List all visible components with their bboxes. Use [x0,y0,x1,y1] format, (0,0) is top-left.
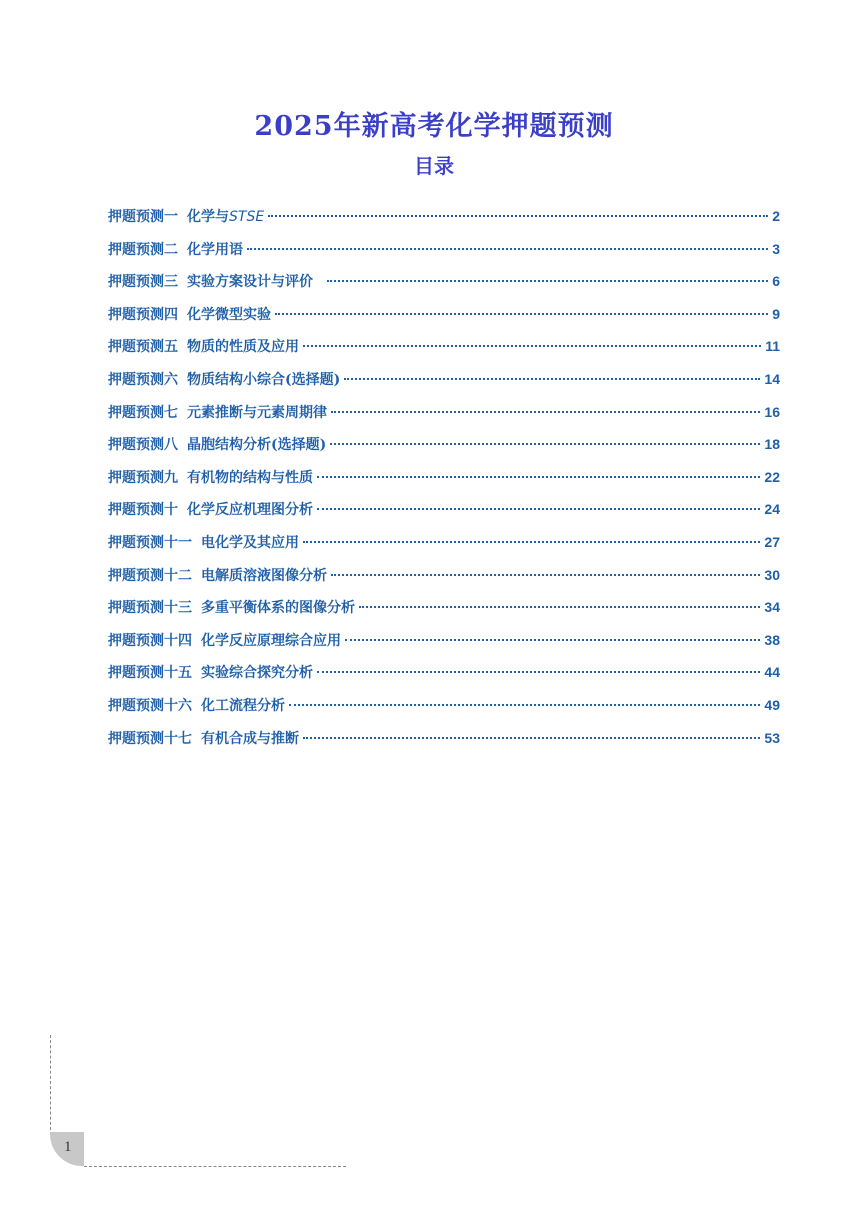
toc-entry-label: 押题预测十四 [108,632,192,649]
toc-entry-label: 押题预测十六 [108,697,192,714]
dot-leader [344,378,760,380]
dot-leader [247,248,768,250]
dot-leader [327,280,768,282]
toc-entry-label: 押题预测十 [108,502,178,519]
toc-entry[interactable] [108,630,780,663]
toc-entry-label: 押题预测十七 [108,730,192,747]
toc-entry[interactable] [108,206,780,239]
dot-leader [268,215,768,217]
toc-entry-label: 押题预测二 [108,241,178,258]
document-title: 2025年新高考化学押题预测 [254,111,614,142]
dot-leader [331,411,760,413]
toc-entry-title: 物质结构小综合(选择题) [187,371,341,388]
toc-entry-title: 化学用语 [187,241,243,258]
dot-leader [345,639,760,641]
toc-entry[interactable] [108,239,780,272]
toc-entry[interactable] [108,271,780,304]
dot-leader [317,508,760,510]
toc-entry-label: 押题预测三 [108,274,178,291]
toc-entry-page: 9 [772,305,780,322]
toc-entry-page: 53 [764,729,780,746]
toc-entry[interactable] [108,434,780,467]
toc-entry-page: 49 [764,696,780,713]
toc-entry-page: 24 [764,501,780,518]
toc-entry-label: 押题预测八 [108,437,178,454]
toc-entry-label: 押题预测十五 [108,665,192,682]
toc-entry-title: 化工流程分析 [201,697,285,714]
toc-entry-title: 化学反应原理综合应用 [201,632,341,649]
toc-entry[interactable] [108,695,780,728]
toc-entry-title: 化学与STSE [187,209,265,225]
toc-entry-label: 押题预测十一 [108,534,192,551]
toc-entry-title: 实验综合探究分析 [201,665,313,682]
toc-entry-label: 押题预测七 [108,404,178,421]
toc-entry-title: 电解质溶液图像分析 [201,567,327,584]
toc-entry-title-latin: STSE [229,209,265,225]
toc-entry-title: 化学微型实验 [187,306,271,323]
toc-entry[interactable] [108,467,780,500]
toc-entry-title: 晶胞结构分析(选择题) [187,437,327,454]
toc-entry-title: 有机合成与推断 [201,730,299,747]
toc-entry-label: 押题预测九 [108,469,178,486]
toc-entry-page: 44 [764,664,780,681]
toc-entry-page: 14 [764,370,780,387]
toc-entry-page: 30 [764,566,780,583]
toc-entry[interactable] [108,728,780,761]
toc-entry-title: 实验方案设计与评价 [187,274,313,291]
toc-entry-page: 22 [764,468,780,485]
toc-entry-page: 11 [765,338,780,355]
toc-entry-title: 有机物的结构与性质 [187,469,313,486]
toc-entry-label: 押题预测五 [108,339,178,356]
toc-entry[interactable] [108,499,780,532]
toc-entry-label: 押题预测十二 [108,567,192,584]
dot-leader [303,541,760,543]
toc-entry-page: 16 [764,403,780,420]
toc-entry-title: 化学反应机理图分析 [187,502,313,519]
dot-leader [275,313,768,315]
dot-leader [289,704,760,706]
toc-entry-title: 物质的性质及应用 [187,339,299,356]
toc-heading: 目录 [414,154,454,178]
toc-entry-title: 电化学及其应用 [201,534,299,551]
dot-leader [359,606,760,608]
toc-entry-label: 押题预测六 [108,371,178,388]
toc-entry-page: 2 [772,208,780,224]
toc-entry-page: 27 [764,533,780,550]
toc-entry-page: 3 [772,240,780,257]
dot-leader [317,476,760,478]
toc-entry-page: 34 [764,599,780,616]
toc-entry[interactable] [108,597,780,630]
margin-dashed-line-horizontal [84,1166,346,1167]
table-of-contents [108,206,780,760]
toc-entry-title: 多重平衡体系的图像分析 [201,600,355,617]
dot-leader [330,443,760,445]
dot-leader [331,574,760,576]
toc-entry[interactable] [108,402,780,435]
toc-entry-label: 押题预测四 [108,306,178,323]
toc-entry[interactable] [108,662,780,695]
toc-entry[interactable] [108,304,780,337]
toc-entry-page: 6 [772,273,780,290]
toc-entry[interactable] [108,565,780,598]
dot-leader [303,345,761,347]
toc-entry-title: 元素推断与元素周期律 [187,404,327,421]
page-number: 1 [64,1139,72,1155]
toc-entry-label: 押题预测十三 [108,600,192,617]
toc-entry-page: 18 [764,436,780,453]
dot-leader [317,671,760,673]
margin-dashed-line-vertical [50,1035,51,1130]
toc-entry-label: 押题预测一 [108,209,178,225]
toc-entry-page: 38 [764,631,780,648]
toc-entry[interactable] [108,532,780,565]
dot-leader [303,737,760,739]
toc-entry[interactable] [108,369,780,402]
toc-entry[interactable] [108,336,780,369]
